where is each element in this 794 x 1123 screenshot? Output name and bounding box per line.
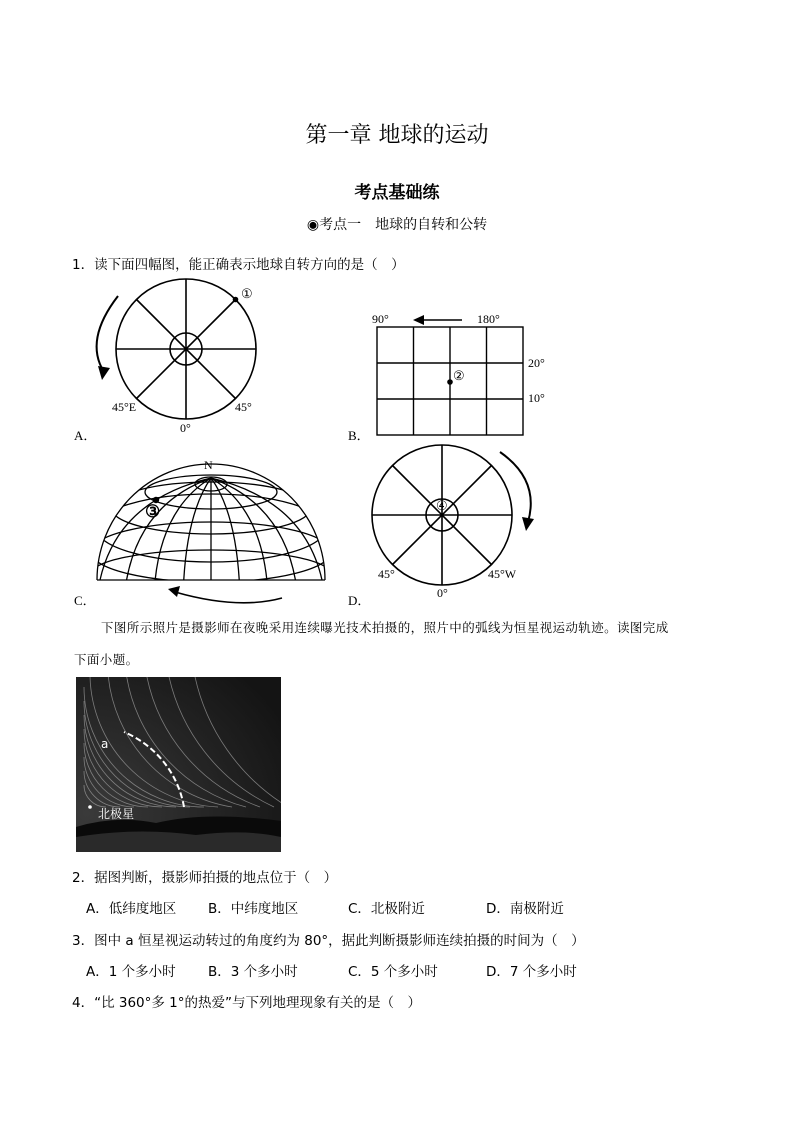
intro-line-2: 下面小题。 — [74, 652, 139, 667]
question-3-option-d: D．7 个多小时 — [486, 964, 577, 980]
figure-a-label-right: 45° — [235, 400, 252, 414]
figure-d-label-left: 45° — [378, 567, 395, 581]
question-3-stem: 3．图中 a 恒星视运动转过的角度约为 80°，据此判断摄影师连续拍摄的时间为（ ） — [72, 933, 585, 949]
figure-b-option: B． — [348, 428, 370, 443]
figure-b-label-lat1: 20° — [528, 356, 545, 370]
figure-c-option: C． — [74, 593, 96, 608]
star-trail-photo — [76, 677, 281, 852]
figure-b-marker: ② — [453, 368, 465, 383]
question-3-option-a: A．1 个多小时 — [86, 964, 176, 980]
figure-a-label-left: 45°E — [112, 400, 137, 414]
figure-d-option: D． — [348, 593, 371, 608]
figure-c-label-pole: N — [204, 458, 213, 472]
figure-b-label-left: 90° — [372, 312, 389, 326]
question-3-option-c: C．5 个多小时 — [348, 964, 438, 980]
figure-a-marker: ① — [241, 286, 253, 301]
figure-d-label-bottom: 0° — [437, 586, 448, 600]
figure-a-label-bottom: 0° — [180, 421, 191, 435]
figure-c-marker: ③ — [145, 502, 161, 521]
intro-line-1: 下图所示照片是摄影师在夜晚采用连续曝光技术拍摄的，照片中的弧线为恒星视运动轨迹。读图完成 — [101, 620, 669, 635]
question-4-stem: 4．“比 360°多 1°的热爱”与下列地理现象有关的是（ ） — [72, 995, 422, 1011]
chapter-title: 第一章 地球的运动 — [305, 123, 489, 148]
figure-a-option: A． — [74, 428, 97, 443]
photo-label-a: a — [101, 737, 109, 751]
figure-d-marker: ④ — [436, 498, 448, 513]
topic-heading: ◉考点一 地球的自转和公转 — [306, 217, 488, 233]
question-2-option-b: B．中纬度地区 — [208, 901, 299, 917]
star-trail-arcs — [76, 677, 281, 852]
question-2-option-d: D．南极附近 — [486, 901, 564, 917]
figure-b-label-lat2: 10° — [528, 391, 545, 405]
section-title: 考点基础练 — [354, 183, 440, 203]
figure-b-label-right: 180° — [477, 312, 500, 326]
question-3-option-b: B．3 个多小时 — [208, 964, 298, 980]
photo-label-polaris: 北极星 — [98, 807, 135, 821]
question-1-stem: 1．读下面四幅图，能正确表示地球自转方向的是（ ） — [72, 257, 405, 273]
question-2-option-c: C．北极附近 — [348, 901, 425, 917]
question-2-stem: 2．据图判断，摄影师拍摄的地点位于（ ） — [72, 870, 338, 886]
question-2-option-a: A．低纬度地区 — [86, 901, 177, 917]
figure-d-label-right: 45°W — [488, 567, 517, 581]
